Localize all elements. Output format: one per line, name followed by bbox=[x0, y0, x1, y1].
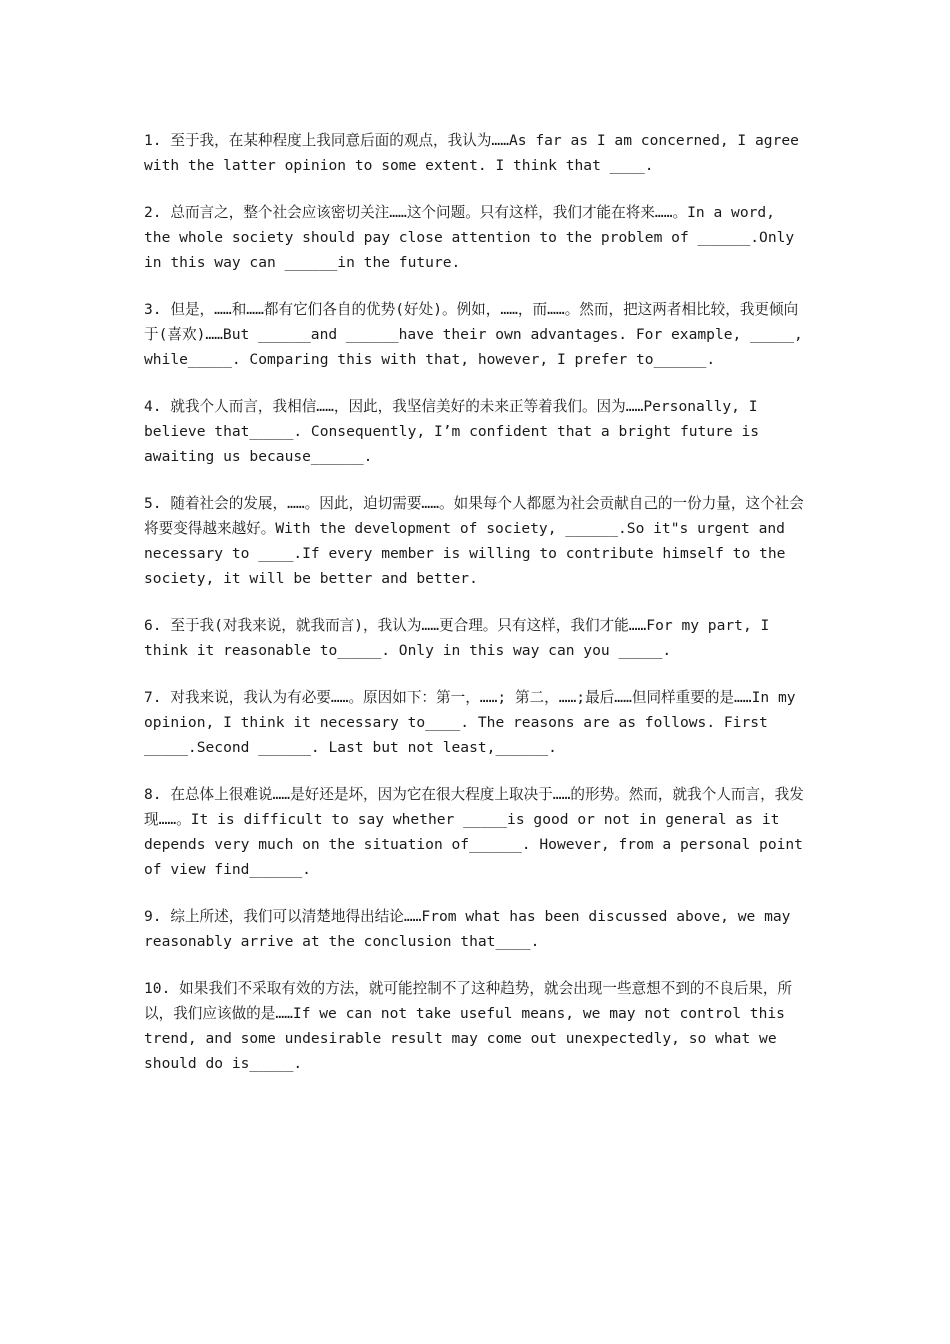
phrase-item-6: 6. 至于我(对我来说，就我而言)，我认为……更合理。只有这样，我们才能……For my part, I think it reasonable to_____. Only in this way can you _____. bbox=[144, 617, 770, 659]
document-body bbox=[144, 128, 806, 1098]
phrase-item-9: 9. 综上所述，我们可以清楚地得出结论……From what has been discussed above, we may reasonably arrive at the conclusion that____. bbox=[144, 908, 791, 950]
phrase-item-2: 2. 总而言之，整个社会应该密切关注……这个问题。只有这样，我们才能在将来……。In a word, the whole society should pay close attention to the problem of ______.Only in this way can ______in the future. bbox=[144, 204, 795, 271]
phrase-item-5: 5. 随着社会的发展，……。因此，迫切需要……。如果每个人都愿为社会贡献自己的一份力量，这个社会将要变得越来越好。With the development of society, ______.So it"s urgent and necessary to ____.If every member is willing to contribute himself to the society, it will be better and better. bbox=[144, 495, 804, 587]
phrase-item-4: 4. 就我个人而言，我相信……，因此，我坚信美好的未来正等着我们。因为……Personally, I believe that_____. Consequently, I’m confident that a bright future is awaiting us because______. bbox=[144, 398, 760, 465]
phrase-item-10: 10. 如果我们不采取有效的方法，就可能控制不了这种趋势，就会出现一些意想不到的不良后果，所以，我们应该做的是……If we can not take useful means, we may not control this trend, and some undesirable result may come out unexpectedly, so what we should do is_____. bbox=[144, 980, 793, 1072]
phrase-item-1: 1. 至于我，在某种程度上我同意后面的观点，我认为……As far as I am concerned, I agree with the latter opinion to some extent. I think that ____. bbox=[144, 132, 799, 174]
phrase-item-7: 7. 对我来说，我认为有必要……。原因如下：第一，……; 第二，……;最后……但同样重要的是……In my opinion, I think it necessary to____. The reasons are as follows. First _____.Second ______. Last but not least,______. bbox=[144, 689, 796, 756]
phrase-item-8: 8. 在总体上很难说……是好还是坏，因为它在很大程度上取决于……的形势。然而，就我个人而言，我发现……。It is difficult to say whether _____is good or not in general as it depends very much on the situation of______. However, from a personal point of view find______. bbox=[144, 786, 804, 878]
phrase-item-3: 3. 但是，……和……都有它们各自的优势(好处)。例如，……，而……。然而，把这两者相比较，我更倾向于(喜欢)……But ______and ______have their own advantages. For example, _____, while_____. Comparing this with that, however, I prefer to______. bbox=[144, 301, 803, 368]
